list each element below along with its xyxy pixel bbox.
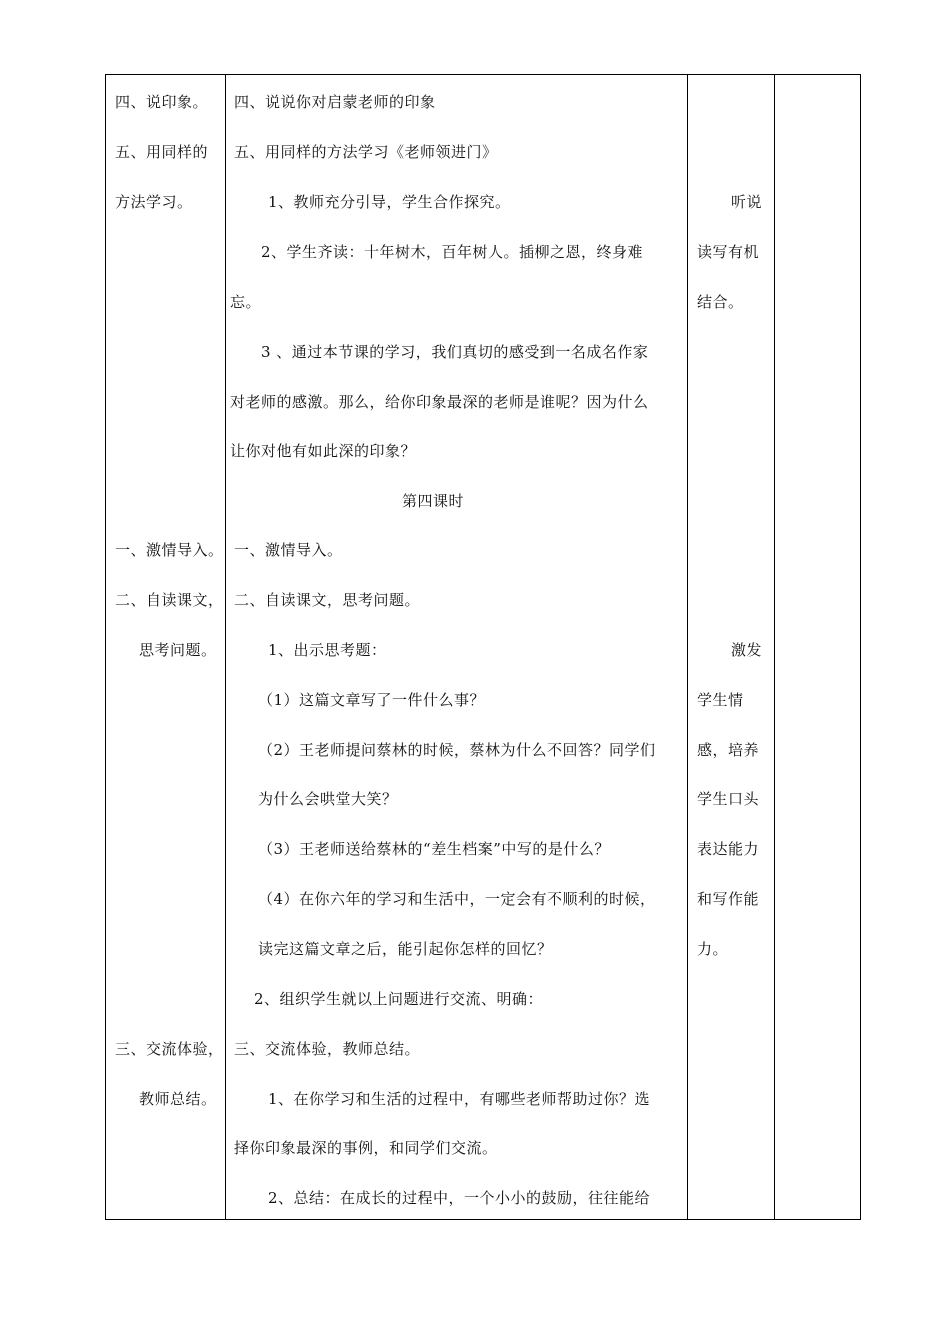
design-note: 感，培养 bbox=[697, 741, 760, 759]
content-line: 1、在你学习和生活的过程中，有哪些老师帮助过你？选 bbox=[268, 1090, 651, 1108]
content-line: 让你对他有如此深的印象？ bbox=[230, 442, 417, 460]
content-line: 读完这篇文章之后，能引起你怎样的回忆？ bbox=[258, 940, 553, 958]
design-note: 激发 bbox=[731, 641, 763, 659]
content-line: 1、出示思考题： bbox=[268, 641, 387, 659]
content-line: 二、自读课文，思考问题。 bbox=[234, 591, 421, 609]
content-line: 对老师的感激。那么，给你印象最深的老师是谁呢？因为什么 bbox=[230, 393, 649, 411]
section-heading: 第四课时 bbox=[402, 492, 465, 510]
step-title: 方法学习。 bbox=[115, 193, 193, 211]
content-line: （1）这篇文章写了一件什么事？ bbox=[258, 691, 486, 709]
column-divider bbox=[225, 74, 226, 1220]
design-note: 力。 bbox=[697, 940, 729, 958]
design-note: 学生口头 bbox=[697, 790, 760, 808]
design-note: 听说 bbox=[731, 193, 763, 211]
column-divider bbox=[774, 74, 775, 1220]
design-note: 结合。 bbox=[697, 293, 744, 311]
design-note: 读写有机 bbox=[697, 243, 760, 261]
content-line: 2、总结：在成长的过程中，一个小小的鼓励，往往能给 bbox=[268, 1189, 651, 1207]
content-line: 五、用同样的方法学习《老师领进门》 bbox=[234, 143, 498, 161]
content-line: 1、教师充分引导，学生合作探究。 bbox=[268, 193, 511, 211]
column-divider bbox=[687, 74, 688, 1220]
design-note: 和写作能 bbox=[697, 890, 760, 908]
content-line: 为什么会哄堂大笑？ bbox=[258, 790, 398, 808]
step-title: 三、交流体验， bbox=[115, 1040, 224, 1058]
step-title: 二、自读课文， bbox=[115, 591, 224, 609]
content-line: （3）王老师送给蔡林的“差生档案”中写的是什么？ bbox=[258, 840, 610, 858]
content-line: 一、激情导入。 bbox=[234, 541, 343, 559]
content-line: （4）在你六年的学习和生活中，一定会有不顺利的时候， bbox=[258, 890, 656, 908]
design-note: 表达能力 bbox=[697, 840, 760, 858]
content-line: 择你印象最深的事例，和同学们交流。 bbox=[234, 1139, 498, 1157]
step-title: 思考问题。 bbox=[139, 641, 217, 659]
step-title: 教师总结。 bbox=[139, 1090, 217, 1108]
design-note: 学生情 bbox=[697, 691, 744, 709]
step-title: 五、用同样的 bbox=[115, 143, 209, 161]
content-line: 2、学生齐读：十年树木，百年树人。插柳之恩，终身难 bbox=[261, 243, 644, 261]
content-line: （2）王老师提问蔡林的时候，蔡林为什么不回答？同学们 bbox=[258, 741, 656, 759]
step-title: 一、激情导入。 bbox=[115, 541, 224, 559]
content-line: 忘。 bbox=[230, 293, 262, 311]
content-line: 2、组织学生就以上问题进行交流、明确： bbox=[254, 990, 544, 1008]
content-line: 四、说说你对启蒙老师的印象 bbox=[234, 93, 436, 111]
step-title: 四、说印象。 bbox=[115, 93, 209, 111]
content-line: 三、交流体验，教师总结。 bbox=[234, 1040, 421, 1058]
content-line: 3 、通过本节课的学习，我们真切的感受到一名成名作家 bbox=[261, 343, 649, 361]
